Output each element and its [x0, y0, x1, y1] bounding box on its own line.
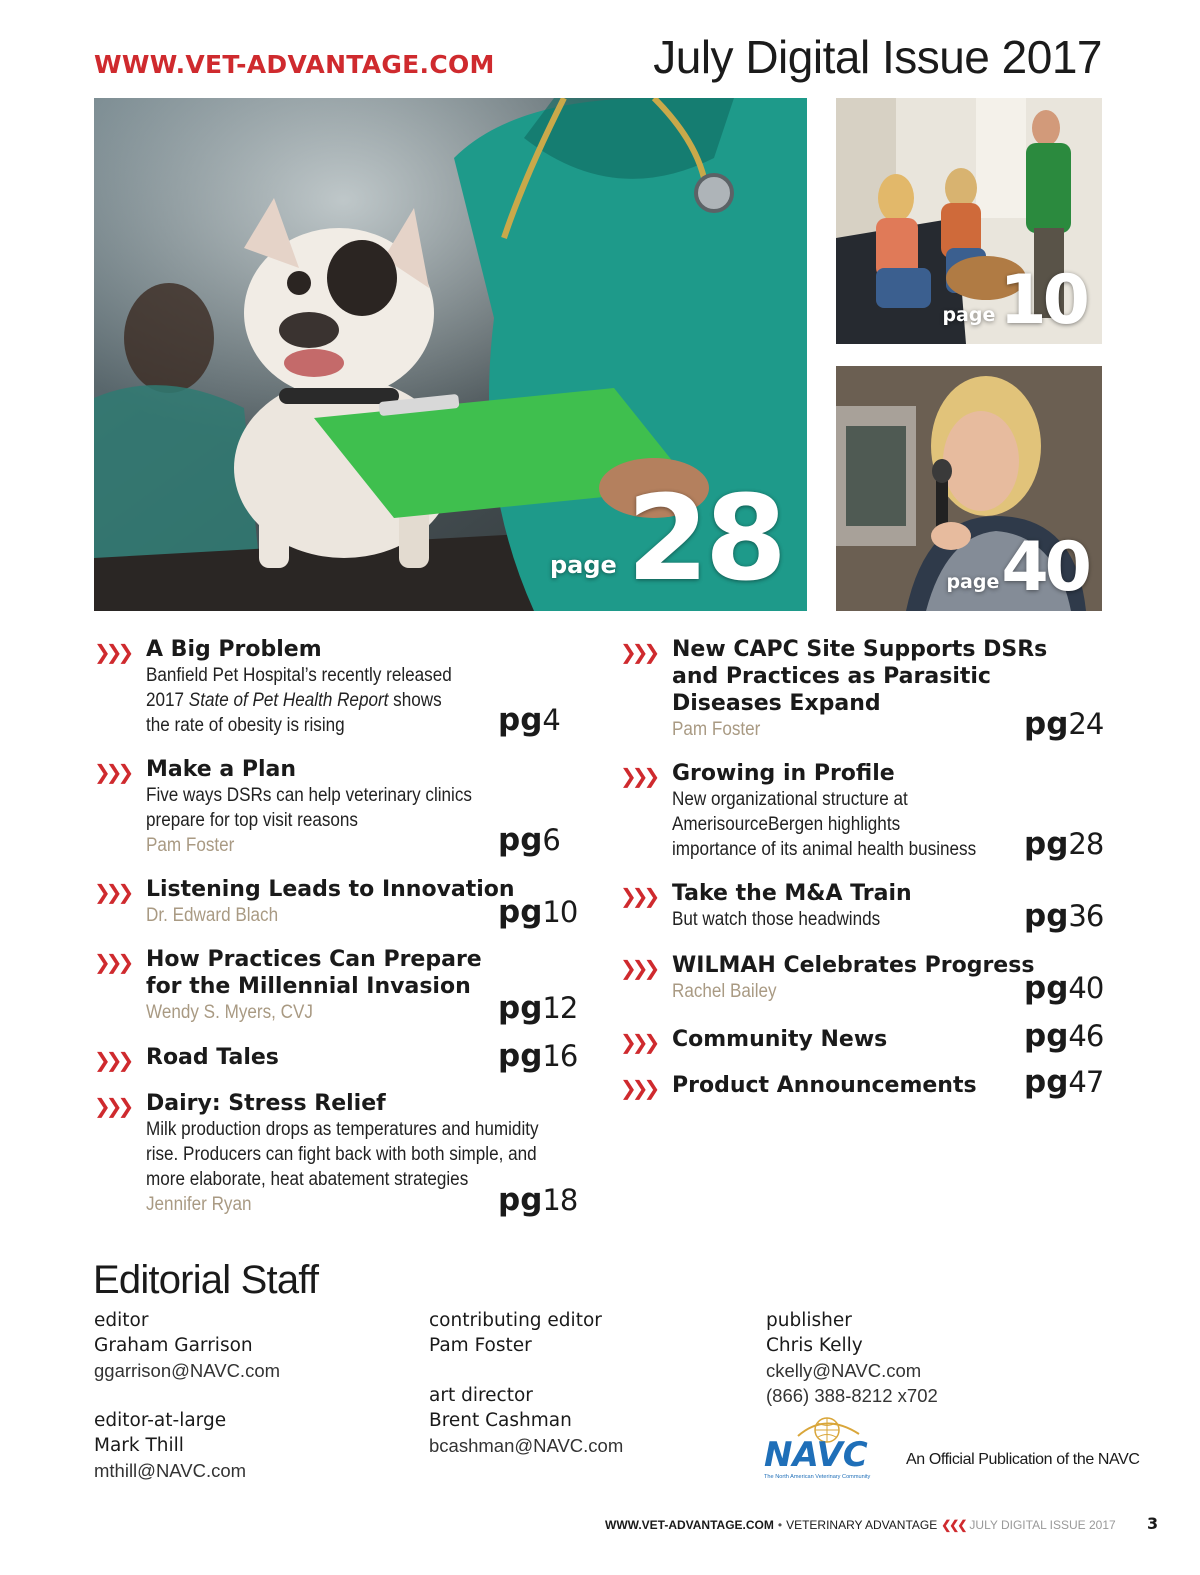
chevron-right-icon: ❯❯❯	[94, 1048, 130, 1072]
feature-photo-vet-dog	[94, 98, 807, 611]
toc-description: Five ways DSRs can help veterinary clinics	[146, 785, 472, 806]
toc-page-ref: pg18	[498, 1182, 578, 1218]
staff-name: Chris Kelly	[766, 1335, 863, 1356]
svg-text:NAVC: NAVC	[764, 1435, 868, 1475]
toc-author: Pam Foster	[146, 835, 235, 856]
toc-page-ref: pg46	[1024, 1018, 1104, 1054]
toc-title: Listening Leads to Innovation	[146, 877, 515, 902]
toc-description: New organizational structure at	[672, 789, 908, 810]
footer-separator: •	[777, 1518, 783, 1532]
footer-magazine: VETERINARY ADVANTAGE	[786, 1518, 938, 1532]
staff-editor-at-large	[94, 1408, 246, 1483]
chevron-right-icon: ❯❯❯	[620, 956, 656, 980]
toc-description: Banfield Pet Hospital’s recently released	[146, 665, 452, 686]
toc-author: Rachel Bailey	[672, 981, 777, 1002]
editorial-staff-heading: Editorial Staff	[93, 1258, 319, 1302]
toc-page-ref: pg24	[1024, 706, 1104, 742]
toc-title: How Practices Can Prepare	[146, 947, 482, 972]
footer-url[interactable]: WWW.VET-ADVANTAGE.COM	[605, 1518, 774, 1532]
toc-item-a-big-problem[interactable]	[94, 636, 584, 738]
staff-phone[interactable]: (866) 388-8212 x702	[766, 1385, 938, 1406]
toc-item-millennial-invasion[interactable]	[94, 946, 584, 1025]
toc-left-column	[94, 636, 584, 1226]
toc-title: Diseases Expand	[672, 691, 881, 716]
toc-item-growing-in-profile[interactable]	[620, 760, 1110, 862]
staff-name: Mark Thill	[94, 1435, 184, 1456]
toc-title: and Practices as Parasitic	[672, 664, 991, 689]
toc-title: A Big Problem	[146, 637, 322, 662]
staff-editor	[94, 1308, 280, 1383]
staff-email[interactable]: ckelly@NAVC.com	[766, 1360, 922, 1381]
chevron-right-icon: ❯❯❯	[94, 760, 130, 784]
staff-role: editor-at-large	[94, 1410, 227, 1431]
staff-contributing-editor	[429, 1308, 602, 1358]
toc-item-wilmah[interactable]	[620, 952, 1110, 1004]
navc-tagline: An Official Publication of the NAVC	[906, 1451, 1140, 1468]
toc-title: WILMAH Celebrates Progress	[672, 953, 1035, 978]
chevron-right-icon: ❯❯❯	[94, 1094, 130, 1118]
chevron-right-icon: ❯❯❯	[94, 950, 130, 974]
toc-item-m-and-a-train[interactable]	[620, 880, 1110, 932]
toc-author: Pam Foster	[672, 719, 761, 740]
staff-email[interactable]: ggarrison@NAVC.com	[94, 1360, 281, 1381]
toc-item-dairy-stress-relief[interactable]	[94, 1090, 584, 1217]
toc-description: rise. Producers can fight back with both simple, and	[146, 1144, 537, 1165]
staff-name: Pam Foster	[429, 1335, 532, 1356]
staff-name: Brent Cashman	[429, 1410, 572, 1431]
chevron-right-icon: ❯❯❯	[620, 884, 656, 908]
page-word: page	[942, 304, 996, 326]
toc-page-ref: pg40	[1024, 970, 1104, 1006]
chevron-right-icon: ❯❯❯	[620, 1076, 656, 1100]
toc-item-community-news[interactable]	[620, 1018, 1110, 1054]
toc-item-capc-site[interactable]	[620, 636, 1110, 742]
toc-description: importance of its animal health business	[672, 839, 977, 860]
page-word: page	[946, 571, 1000, 593]
navc-logo	[763, 1414, 903, 1482]
toc-page-ref: pg36	[1024, 898, 1104, 934]
chevron-right-icon: ❯❯❯	[620, 1030, 656, 1054]
toc-title: Road Tales	[146, 1045, 279, 1070]
site-url: WWW.VET-ADVANTAGE.COM	[94, 50, 495, 79]
staff-art-director	[429, 1383, 623, 1458]
toc-author: Jennifer Ryan	[146, 1194, 252, 1215]
page-footer	[605, 1518, 1116, 1532]
page-number: 3	[1147, 1514, 1159, 1533]
toc-description: the rate of obesity is rising	[146, 715, 345, 736]
page-number: 10	[999, 260, 1086, 340]
toc-description: more elaborate, heat abatement strategies	[146, 1169, 469, 1190]
toc-description: Milk production drops as temperatures and humidity	[146, 1119, 539, 1140]
feature-photo-speaker	[836, 366, 1102, 611]
toc-page-ref: pg4	[498, 702, 560, 738]
staff-role: publisher	[766, 1310, 852, 1331]
toc-title: Make a Plan	[146, 757, 297, 782]
toc-right-column	[620, 636, 1110, 1116]
toc-page-ref: pg10	[498, 894, 578, 930]
toc-title: for the Millennial Invasion	[146, 974, 471, 999]
staff-name: Graham Garrison	[94, 1335, 253, 1356]
toc-page-ref: pg47	[1024, 1064, 1104, 1100]
feature-page-badge	[549, 468, 783, 607]
chevron-left-icon: ❮❮❮	[941, 1518, 966, 1532]
toc-author: Wendy S. Myers, CVJ	[146, 1002, 313, 1023]
report-title: State of Pet Health Report	[188, 690, 389, 711]
chevron-right-icon: ❯❯❯	[620, 640, 656, 664]
staff-email[interactable]: bcashman@NAVC.com	[429, 1435, 624, 1456]
toc-description: 2017 State of Pet Health Report shows	[146, 690, 442, 711]
staff-role: art director	[429, 1385, 533, 1406]
chevron-right-icon: ❯❯❯	[620, 764, 656, 788]
toc-title: Product Announcements	[672, 1073, 977, 1098]
chevron-right-icon: ❯❯❯	[94, 880, 130, 904]
feature-page-badge	[946, 527, 1088, 607]
toc-title: Take the M&A Train	[672, 881, 912, 906]
toc-page-ref: pg16	[498, 1038, 578, 1074]
feature-photo-waiting-room	[836, 98, 1102, 344]
toc-title: Community News	[672, 1027, 888, 1052]
staff-publisher	[766, 1308, 938, 1408]
chevron-right-icon: ❯❯❯	[94, 640, 130, 664]
issue-title: July Digital Issue 2017	[653, 31, 1102, 83]
toc-page-ref: pg6	[498, 822, 560, 858]
toc-description: AmerisourceBergen highlights	[672, 814, 901, 835]
toc-item-road-tales[interactable]	[94, 1038, 584, 1074]
staff-role: editor	[94, 1310, 149, 1331]
toc-description: prepare for top visit reasons	[146, 810, 358, 831]
toc-author: Dr. Edward Blach	[146, 905, 279, 926]
page-number: 40	[1001, 527, 1088, 607]
toc-title: Growing in Profile	[672, 761, 895, 786]
toc-title: Dairy: Stress Relief	[146, 1091, 386, 1116]
toc-page-ref: pg12	[498, 990, 578, 1026]
svg-text:The North American Veterinary: The North American Veterinary Community	[764, 1474, 871, 1480]
page-word: page	[549, 551, 617, 579]
staff-role: contributing editor	[429, 1310, 602, 1331]
toc-item-make-a-plan[interactable]	[94, 756, 584, 858]
toc-page-ref: pg28	[1024, 826, 1104, 862]
toc-title: New CAPC Site Supports DSRs	[672, 637, 1048, 662]
staff-email[interactable]: mthill@NAVC.com	[94, 1460, 247, 1481]
toc-item-product-announcements[interactable]	[620, 1064, 1110, 1100]
feature-page-badge	[942, 260, 1086, 340]
toc-item-listening-leads-to-innovation[interactable]	[94, 876, 584, 928]
toc-description: But watch those headwinds	[672, 909, 881, 930]
footer-issue: JULY DIGITAL ISSUE 2017	[969, 1518, 1116, 1532]
page-number: 28	[626, 468, 783, 607]
